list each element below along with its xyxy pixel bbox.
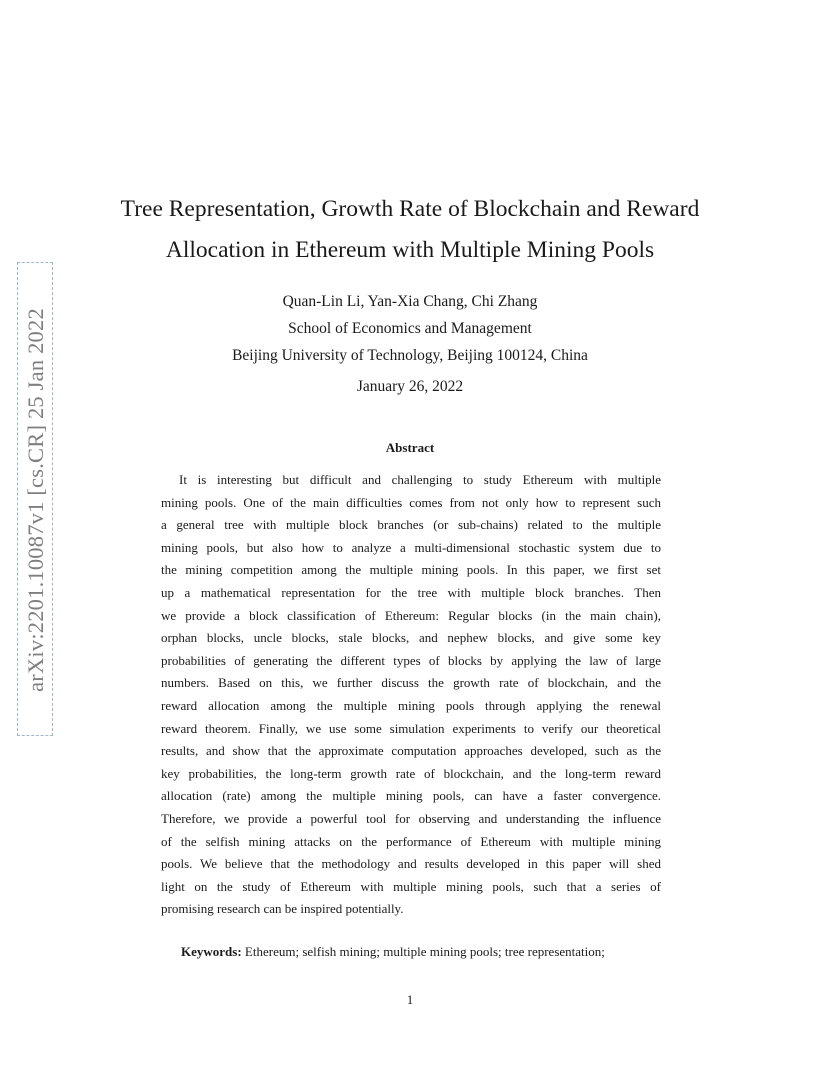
abstract-line: Therefore, we provide a powerful tool for observing and understanding the influence	[161, 810, 661, 826]
author-block	[100, 288, 720, 369]
abstract-line: reward theorem. Finally, we use some simulation experiments to verify our theoretical	[161, 720, 661, 736]
abstract-line: we provide a block classification of Ethereum: Regular blocks (in the main chain),	[161, 607, 661, 623]
abstract-line: It is interesting but difficult and challenging to study Ethereum with multiple	[179, 472, 661, 487]
abstract-line: reward allocation among the multiple mining pools through applying the renewal	[161, 697, 661, 713]
paper-title-line-2: Allocation in Ethereum with Multiple Mining Pools	[165, 237, 655, 263]
abstract-line: mining pools, but also how to analyze a multi-dimensional stochastic system due to	[161, 539, 661, 555]
author-names: Quan-Lin Li, Yan-Xia Chang, Chi Zhang	[282, 293, 538, 310]
affiliation-university: Beijing University of Technology, Beijing 100124, China	[232, 347, 588, 364]
keywords-label: Keywords:	[181, 944, 242, 959]
abstract-line: mining pools. One of the main difficulties comes from not only how to represent such	[161, 494, 661, 510]
keywords-line	[161, 941, 661, 963]
abstract-line: key probabilities, the long-term growth rate of blockchain, and the long-term reward	[161, 765, 661, 781]
page-number: 1	[406, 992, 414, 1007]
keywords-text: Ethereum; selfish mining; multiple mining pools; tree representation;	[244, 944, 605, 959]
abstract-line: promising research can be inspired potentially.	[161, 901, 404, 917]
affiliation-school: School of Economics and Management	[288, 320, 532, 337]
abstract-line: orphan blocks, uncle blocks, stale blocks, and nephew blocks, and give some key	[161, 630, 661, 646]
paper-title-line-1: Tree Representation, Growth Rate of Blockchain and Reward	[120, 196, 700, 222]
paper-date: January 26, 2022	[356, 378, 464, 395]
abstract-line: a general tree with multiple block branches (or sub-chains) related to the multiple	[161, 517, 661, 533]
abstract-line: up a mathematical representation for the tree with multiple block branches. Then	[161, 584, 661, 600]
paper-title	[100, 189, 720, 271]
arxiv-stamp-text: arXiv:2201.10087v1 [cs.CR] 25 Jan 2022	[23, 308, 48, 692]
abstract-line: allocation (rate) among the multiple mining pools, can have a faster convergence.	[161, 788, 661, 804]
arxiv-stamp	[17, 262, 53, 736]
abstract-line: probabilities of generating the different types of blocks by applying the law of large	[161, 652, 661, 668]
abstract-line: results, and show that the approximate computation approaches developed, such as the	[161, 743, 661, 759]
abstract-line: pools. We believe that the methodology and results developed in this paper will shed	[161, 856, 661, 872]
abstract-heading: Abstract	[385, 440, 435, 455]
abstract-line: light on the study of Ethereum with multiple mining pools, such that a series of	[161, 878, 661, 894]
abstract-line: the mining competition among the multiple mining pools. In this paper, we first set	[161, 562, 661, 578]
abstract-line: numbers. Based on this, we further discuss the growth rate of blockchain, and the	[161, 675, 661, 691]
abstract-body	[161, 469, 661, 921]
abstract-line: of the selfish mining attacks on the performance of Ethereum with multiple mining	[161, 833, 661, 849]
